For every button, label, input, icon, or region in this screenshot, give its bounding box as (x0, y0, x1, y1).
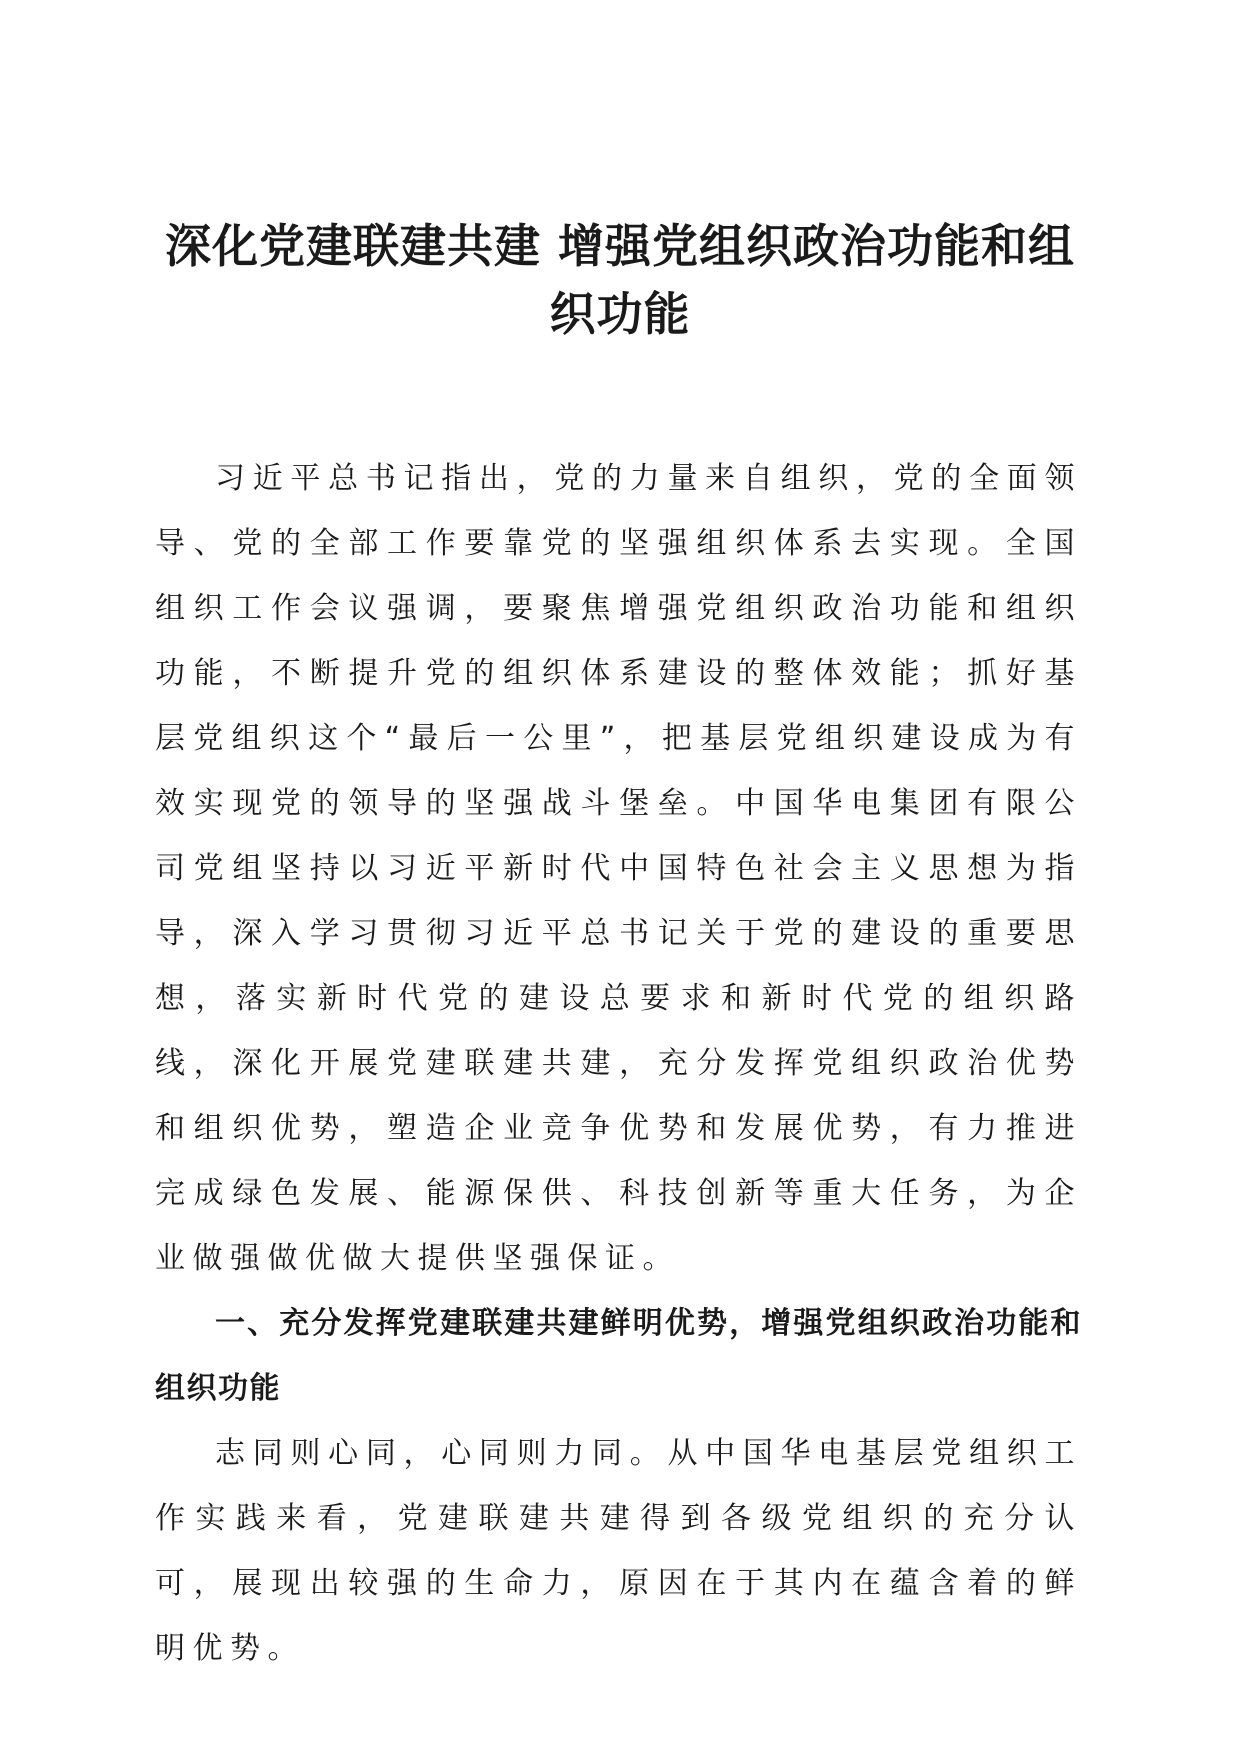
document-title: 深化党建联建共建 增强党组织政治功能和组织功能 (164, 219, 1075, 341)
section-1-paragraph: 志同则心同，心同则力同。从中国华电基层党组织工作实践来看，党建联建共建得到各级党组织的充分认可，展现出较强的生命力，原因在于其内在蕴含着的鲜明优势。 (155, 1436, 1082, 1666)
intro-paragraph: 习近平总书记指出，党的力量来自组织，党的全面领导、党的全部工作要靠党的坚强组织体系去实现。全国组织工作会议强调，要聚焦增强党组织政治功能和组织功能，不断提升党的组织体系建设的整体效能；抓好基层党组织这个“最后一公里”，把基层党组织建设成为有效实现党的领导的坚强战斗堡垒。中国华电集团有限公司党组坚持以习近平新时代中国特色社会主义思想为指导，深入学习贯彻习近平总书记关于党的建设的重要思想，落实新时代党的建设总要求和新时代党的组织路线，深化开展党建联建共建，充分发挥党组织政治优势和组织优势，塑造企业竞争优势和发展优势，有力推进完成绿色发展、能源保供、科技创新等重大任务，为企业做强做优做大提供坚强保证。 (155, 461, 1082, 1276)
section-heading-1: 一、充分发挥党建联建共建鲜明优势，增强党组织政治功能和组织功能 (155, 1306, 1082, 1406)
document-body (155, 446, 1082, 1681)
